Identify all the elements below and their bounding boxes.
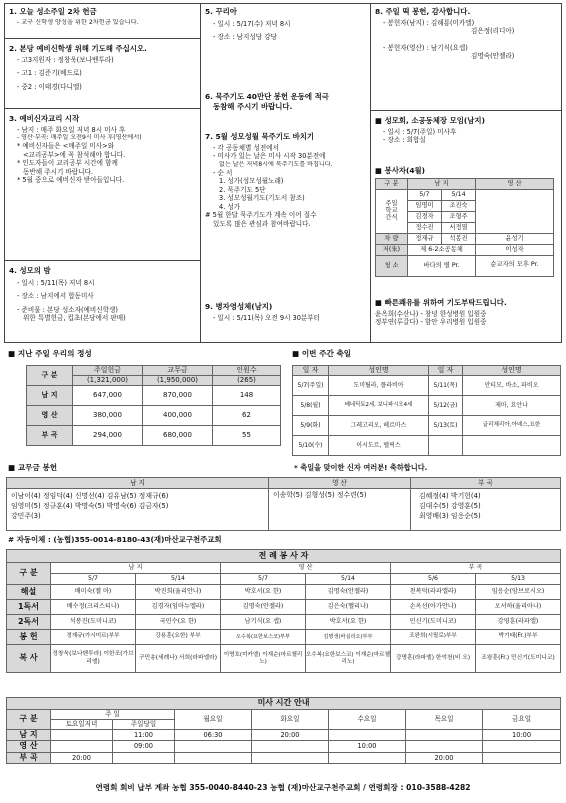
notice-title: ■ 빠른쾌유를 위하여 기도부탁드립니다. <box>375 298 507 307</box>
cell: 680,000 <box>143 426 213 446</box>
cell: (1,321,000) <box>73 376 143 386</box>
notice-line: - 봉헌자(남지) : 김해룡(미카엘) <box>383 18 475 27</box>
cell: 영 산 <box>269 478 411 489</box>
cell: 부 곡 <box>27 426 73 446</box>
dues-title: ■ 교무금 봉헌 <box>8 463 58 472</box>
cell: 월요일 <box>175 710 252 730</box>
mass-table <box>6 697 561 764</box>
cell: 정수진 <box>408 222 442 233</box>
cell <box>406 730 483 741</box>
notice-line: - 준비물 : 본당 성소자(예비신학생) <box>17 305 118 314</box>
notice-line: - 순 서 <box>213 168 233 177</box>
cell: 천복덕(라파엘라) <box>391 585 476 600</box>
cell: 구 분 <box>7 563 51 585</box>
notice-title: 7. 5월 성모성월 묵주기도 바치기 <box>205 132 315 141</box>
dues-line: 이남이(4) 정임덕(4) 신명선(4) 김유남(5) 정재규(6) <box>11 492 169 500</box>
notice-title: 2. 본당 예비신학생 위해 기도해 주십시오. <box>9 44 147 53</box>
cell: 부 곡 <box>411 478 561 489</box>
notice-5 <box>205 7 366 42</box>
cell: 10:00 <box>483 730 561 741</box>
cell: 봉 헌 <box>7 630 51 645</box>
cell: 김경자 <box>408 211 442 222</box>
notice-line: - 영산·부곡: 매주일 오전9시 미사 후(영산에서) <box>17 134 142 142</box>
cell: 남 지 <box>7 730 51 741</box>
notice-line: - 장소 : 회합실 <box>383 136 426 145</box>
notice-line: 4. 성가 <box>219 202 241 211</box>
cell: 5/11(목) <box>429 376 463 396</box>
cell <box>476 189 554 233</box>
prayer-request <box>375 298 557 327</box>
cell: 5/14 <box>136 574 221 585</box>
cell: 조완희(시릴로)부부 <box>391 630 476 645</box>
notice-column-1 <box>5 4 201 342</box>
cell: 박호서(요 한) <box>221 585 306 600</box>
cell: 5/8(월) <box>293 396 329 416</box>
meeting-notice <box>375 116 557 145</box>
cell: 정재규 <box>408 233 442 244</box>
cell: 강명훈(라파엘) 한억천(비 오) <box>391 645 476 673</box>
cell: 석봉진 <box>442 233 476 244</box>
cell: 5/12(금) <box>429 396 463 416</box>
cell: 오수복(요한보스코) 이재순(마르첼리노) <box>306 645 391 673</box>
cell: 이성자 <box>476 244 554 255</box>
cell: 김경자(임마누엘라) <box>136 600 221 615</box>
cell: 오서하(율리아나) <box>476 600 561 615</box>
cell: 20:00 <box>252 730 329 741</box>
cell: 남 지 <box>408 178 476 189</box>
meeting-title: 성모회, 소공동체장 모임(남지) <box>384 116 485 125</box>
cell <box>329 730 406 741</box>
cell: 5/7 <box>51 574 136 585</box>
cell: 수요일 <box>329 710 406 730</box>
divider <box>5 108 200 109</box>
cell: 해설 <box>7 585 51 600</box>
notice-line: 2. 묵주기도 5단 <box>219 185 266 194</box>
notice-title: 4. 성모의 밤 <box>9 266 51 275</box>
cell: 5/7 <box>221 574 306 585</box>
cell <box>252 741 329 752</box>
cell: 148 <box>213 386 281 406</box>
cell: 청 소 <box>376 255 408 276</box>
cell <box>51 730 113 741</box>
dues-line: 이송학(5) 김형성(5) 정수련(5) <box>273 491 367 499</box>
cell: 5/7(주일) <box>293 376 329 396</box>
transfer-account: # 자동이체 : (농협)355-0014-8180-43(재)마산교구천주교회 <box>8 535 222 544</box>
cell: 금요일 <box>483 710 561 730</box>
cell: 09:00 <box>113 741 175 752</box>
notice-line: 윤옥희(수산나) - 창녕 한성병원 입원중 <box>375 309 487 318</box>
cell: 글리체리아,아녜스,요한 <box>463 416 561 436</box>
cell: 임응순(암브로시오) <box>476 585 561 600</box>
notice-title: ■ 봉사자(4월) <box>375 166 426 175</box>
cell: 20:00 <box>406 752 483 763</box>
cell <box>175 752 252 763</box>
cell: 복 사 <box>7 645 51 673</box>
cell <box>463 436 561 456</box>
notice-line: # 5월 한달 묵주기도가 계속 이어 질수 <box>205 211 317 220</box>
notice-title: 1. 오늘 성소주일 2차 헌금 <box>9 7 97 16</box>
cell: 제마, 요안나 <box>463 396 561 416</box>
notice-title: ■ 성모회, 소공동체장 모임(남지) <box>375 116 485 125</box>
divider <box>371 110 561 111</box>
cell: 구 분 <box>7 710 51 730</box>
mass-title: 미사 시간 안내 <box>7 698 561 710</box>
dues-ys-cell <box>269 489 411 531</box>
cell: 구 분 <box>27 366 73 386</box>
notice-line: 있도록 많은 관심과 참여바랍니다. <box>213 220 311 229</box>
cell: 박호서(요 한) <box>306 615 391 630</box>
cell: 380,000 <box>73 406 143 426</box>
cell: 이명호(미카엘) 이재순(마르첼리노) <box>221 645 306 673</box>
bulletin-page <box>4 3 562 797</box>
cell: 870,000 <box>143 386 213 406</box>
cell: 차 량 <box>376 233 408 244</box>
cell <box>252 752 329 763</box>
cell <box>406 741 483 752</box>
cell <box>483 741 561 752</box>
cell: 성인명 <box>463 366 561 376</box>
cell: 안티모, 바소, 파비오 <box>463 376 561 396</box>
cell: 도미틸라, 플라비아 <box>329 376 429 396</box>
cell: 박진희(율리안나) <box>136 585 221 600</box>
cell: 정재규(가시미르)부부 <box>51 630 136 645</box>
offering-title: ■ 지난 주일 우리의 정성 <box>8 349 92 358</box>
cell: 조왕훈(Fr.) 민신기(도미니코) <box>476 645 561 673</box>
notice-line: - 고1 : 김준기(베드로) <box>17 69 82 78</box>
cell: 11:00 <box>113 730 175 741</box>
notice-7 <box>205 132 366 229</box>
notice-6 <box>205 92 366 113</box>
cell: 주일당일 <box>113 720 175 730</box>
cell: 5/13 <box>476 574 561 585</box>
cell: 저(朱) <box>376 244 408 255</box>
notice-line: 동반해 주시기 바랍니다. <box>23 167 93 176</box>
cell: 일 자 <box>429 366 463 376</box>
cell: 영 산 <box>27 406 73 426</box>
cell: 남 지 <box>7 478 269 489</box>
feast-table <box>292 365 561 456</box>
cell: 이시도르, 펠릭스 <box>329 436 429 456</box>
cell: 294,000 <box>73 426 143 446</box>
cell <box>51 741 113 752</box>
cell: 목요일 <box>406 710 483 730</box>
cell: 55 <box>213 426 281 446</box>
notice-line: * 예비신자들은 <매주일 미사>와 <box>17 142 115 151</box>
notice-line: - 미사가 있는 날은 미사 시작 30분전에 <box>213 152 326 161</box>
notice-column-3 <box>371 4 561 342</box>
cell: 화요일 <box>252 710 329 730</box>
notice-title: 동참해 주시기 바랍니다. <box>213 101 293 111</box>
volunteer-table <box>375 178 554 277</box>
notice-title: 9. 병자영성체(남지) <box>205 302 273 311</box>
notice-title: 3. 예비신자교리 시작 <box>9 114 80 123</box>
dues-table <box>6 477 561 531</box>
cell: 1독서 <box>7 600 51 615</box>
notice-9 <box>205 302 366 322</box>
cell: 2독서 <box>7 615 51 630</box>
notice-line: - 장소 : 남지성당 강당 <box>213 33 277 42</box>
cell: 베네딕토2세, 보니파시오4세 <box>329 396 429 416</box>
notice-line: - 중2 : 이태경(다니엘) <box>17 82 82 91</box>
cell: 조진숙 <box>442 200 476 211</box>
notice-line: - 일시 : 5/11(목) 저녁 8시 <box>17 278 95 287</box>
cell: 구민송(세례나) 서희(라파엘라) <box>136 645 221 673</box>
cell: 부 곡 <box>7 752 51 763</box>
cell: 배미숙(젤 마) <box>51 585 136 600</box>
notice-line: * 5월 중으로 예비신자 받아들입니다. <box>17 176 125 185</box>
notice-line: * 인도자들이 교리공부 시간에 함께 <box>17 159 118 168</box>
cell: 주일 학교 간식 <box>376 189 408 233</box>
notice-line: - 일시 : 5/11(목) 오전 9시 30분부터 <box>213 313 321 322</box>
cell: 영 산 <box>221 563 391 574</box>
notice-line: 김명숙(안젤라) <box>471 52 515 61</box>
cell: 5/9(화) <box>293 416 329 436</box>
notice-line: 위한 특별헌금, 컵초(본당에서 판매) <box>23 314 126 323</box>
footer-account: 연령회 회비 납부 계좌 농협 355-0040-8440-23 농협 (재)마산교구천주교회 / 연령회장 : 010-3588-4282 <box>95 783 471 792</box>
cell: 구 분 <box>376 178 408 189</box>
notice-line: - 장소 : 남지에서 합동미사 <box>17 292 94 301</box>
cell: 영 산 <box>476 178 554 189</box>
notice-line: - 교구 신학생 양성을 위한 2차헌금 있습니다. <box>17 18 139 26</box>
cell: 바다의 별 Pr. <box>408 255 476 276</box>
cell: 국민수(요 한) <box>136 615 221 630</box>
notice-title: 6. 묵주기도 40만단 봉헌 운동에 적극 <box>205 92 329 101</box>
cell: 5/10(수) <box>293 436 329 456</box>
cell: 오수복(요한보스코)부부 <box>221 630 306 645</box>
cell: 62 <box>213 406 281 426</box>
divider <box>5 38 200 39</box>
cell: 주일헌금 <box>73 366 143 376</box>
dues-nj-cell <box>7 489 269 531</box>
cell: 임명미 <box>408 200 442 211</box>
cell: 성인명 <box>329 366 429 376</box>
cell: 남 지 <box>51 563 221 574</box>
cell: 영 산 <box>7 741 51 752</box>
notice-1 <box>9 7 196 27</box>
notice-line: - 고3지원자 : 정창욱(보나벤투라) <box>17 55 114 64</box>
notice-line: 1. 성가(성모성월노래) <box>219 177 284 186</box>
volunteers <box>375 166 557 277</box>
cell: 647,000 <box>73 386 143 406</box>
cell: 5/14 <box>442 189 476 200</box>
cell: (1,950,000) <box>143 376 213 386</box>
cell: 김은숙(헬리나) <box>306 600 391 615</box>
cell: 남 지 <box>27 386 73 406</box>
cell: 인원수 <box>213 366 281 376</box>
cell <box>483 752 561 763</box>
notice-8 <box>375 7 557 61</box>
cell <box>175 741 252 752</box>
cell: 일 자 <box>293 366 329 376</box>
feast-title: ■ 이번 주간 축일 <box>292 349 352 358</box>
cell: 배수정(크리스티나) <box>51 600 136 615</box>
cell: 부 곡 <box>391 563 561 574</box>
dues-line: 강민주(3) <box>11 512 41 520</box>
cell: 20:00 <box>51 752 113 763</box>
cell: 그레고리오, 헤르마스 <box>329 416 429 436</box>
dues-bg-cell <box>411 489 561 531</box>
notice-line: 정부연(루갈다) - 함안 우리병원 입원중 <box>375 318 487 327</box>
prayer-title: 빠른쾌유를 위하여 기도부탁드립니다. <box>384 298 507 307</box>
cell: 석봉진(도미니코) <box>51 615 136 630</box>
cell: 강용훈(요한) 부부 <box>136 630 221 645</box>
cell: 손옥선(아가안나) <box>391 600 476 615</box>
cell: 김명숙(안젤라) <box>306 585 391 600</box>
notice-2 <box>9 44 196 91</box>
notice-line: 3. 성모성월기도(기도서 참조) <box>219 194 305 203</box>
offering-table <box>26 365 281 446</box>
notice-line: 김은정(리디아) <box>471 27 515 36</box>
dues-line: 김대수(5) 강영훈(5) <box>419 502 481 510</box>
cell <box>113 752 175 763</box>
dues-line: 임영미(5) 정규훈(4) 박명숙(5) 박명숙(6) 김금자(5) <box>11 502 169 510</box>
notice-line: - 봉헌자(영산) : 남기식(요셉) <box>383 43 468 52</box>
cell: 민신기(도미니코) <box>391 615 476 630</box>
cell: 5/13(토) <box>429 416 463 436</box>
cell: 400,000 <box>143 406 213 426</box>
cell: 06:30 <box>175 730 252 741</box>
notice-line: - 각 공동체별 성전에서 <box>213 143 279 152</box>
cell: 박기태(Fr.)부부 <box>476 630 561 645</box>
volunteers-title: 봉사자(4월) <box>384 166 426 175</box>
cell: 김명숙(안젤라) <box>221 600 306 615</box>
notice-line: <교리공부>에 꼭 참석해야 합니다. <box>23 150 126 159</box>
notice-line: - 일시 : 5/17(수) 저녁 8시 <box>213 19 291 28</box>
dues-line: 김혜정(4) 박기헌(4) <box>419 492 481 500</box>
cell: 정창욱(보나벤투라) 이한조(가브리엘) <box>51 645 136 673</box>
cell: 토요일저녁 <box>51 720 113 730</box>
cell: 제 6-2소공동체 <box>408 244 476 255</box>
notice-board <box>4 3 562 343</box>
notice-3 <box>9 114 196 185</box>
liturgy-table <box>6 549 561 673</box>
cell: 순교자의 모후 Pr. <box>476 255 554 276</box>
cell: 남기식(요 셉) <box>221 615 306 630</box>
congratulation-note: * 축일을 맞이한 신자 여러분! 축하합니다. <box>294 463 428 472</box>
notice-4 <box>9 266 196 323</box>
cell: 5/7 <box>408 189 442 200</box>
cell: 5/14 <box>306 574 391 585</box>
notice-title: 5. 꾸리아 <box>205 7 237 16</box>
notice-title: 8. 주일 떡 봉헌, 감사합니다. <box>375 7 471 16</box>
liturgy-title: 전 례 봉 사 자 <box>7 550 561 563</box>
notice-line: - 일시 : 5/7(주일) 미사후 <box>383 127 457 136</box>
dues-line: 최영배(3) 임응순(5) <box>419 512 481 520</box>
cell <box>429 436 463 456</box>
cell: 서정열 <box>442 222 476 233</box>
cell: 조형주 <box>442 211 476 222</box>
cell: 5/6 <box>391 574 476 585</box>
cell: 김명생(바실리오)부부 <box>306 630 391 645</box>
cell: 10:00 <box>329 741 406 752</box>
divider <box>5 260 200 261</box>
notice-line: - 남지 : 매주 화요일 저녁 8시 미사 후 <box>17 125 126 134</box>
cell: 주 일 <box>51 710 175 720</box>
notice-line: 없는 날은 저녁8시에 묵주기도를 바칩니다. <box>219 160 333 168</box>
cell <box>329 752 406 763</box>
notice-column-2 <box>201 4 371 342</box>
cell: 강영훈(라파엘) <box>476 615 561 630</box>
cell: (265) <box>213 376 281 386</box>
cell: 윤성기 <box>476 233 554 244</box>
cell: 교무금 <box>143 366 213 376</box>
